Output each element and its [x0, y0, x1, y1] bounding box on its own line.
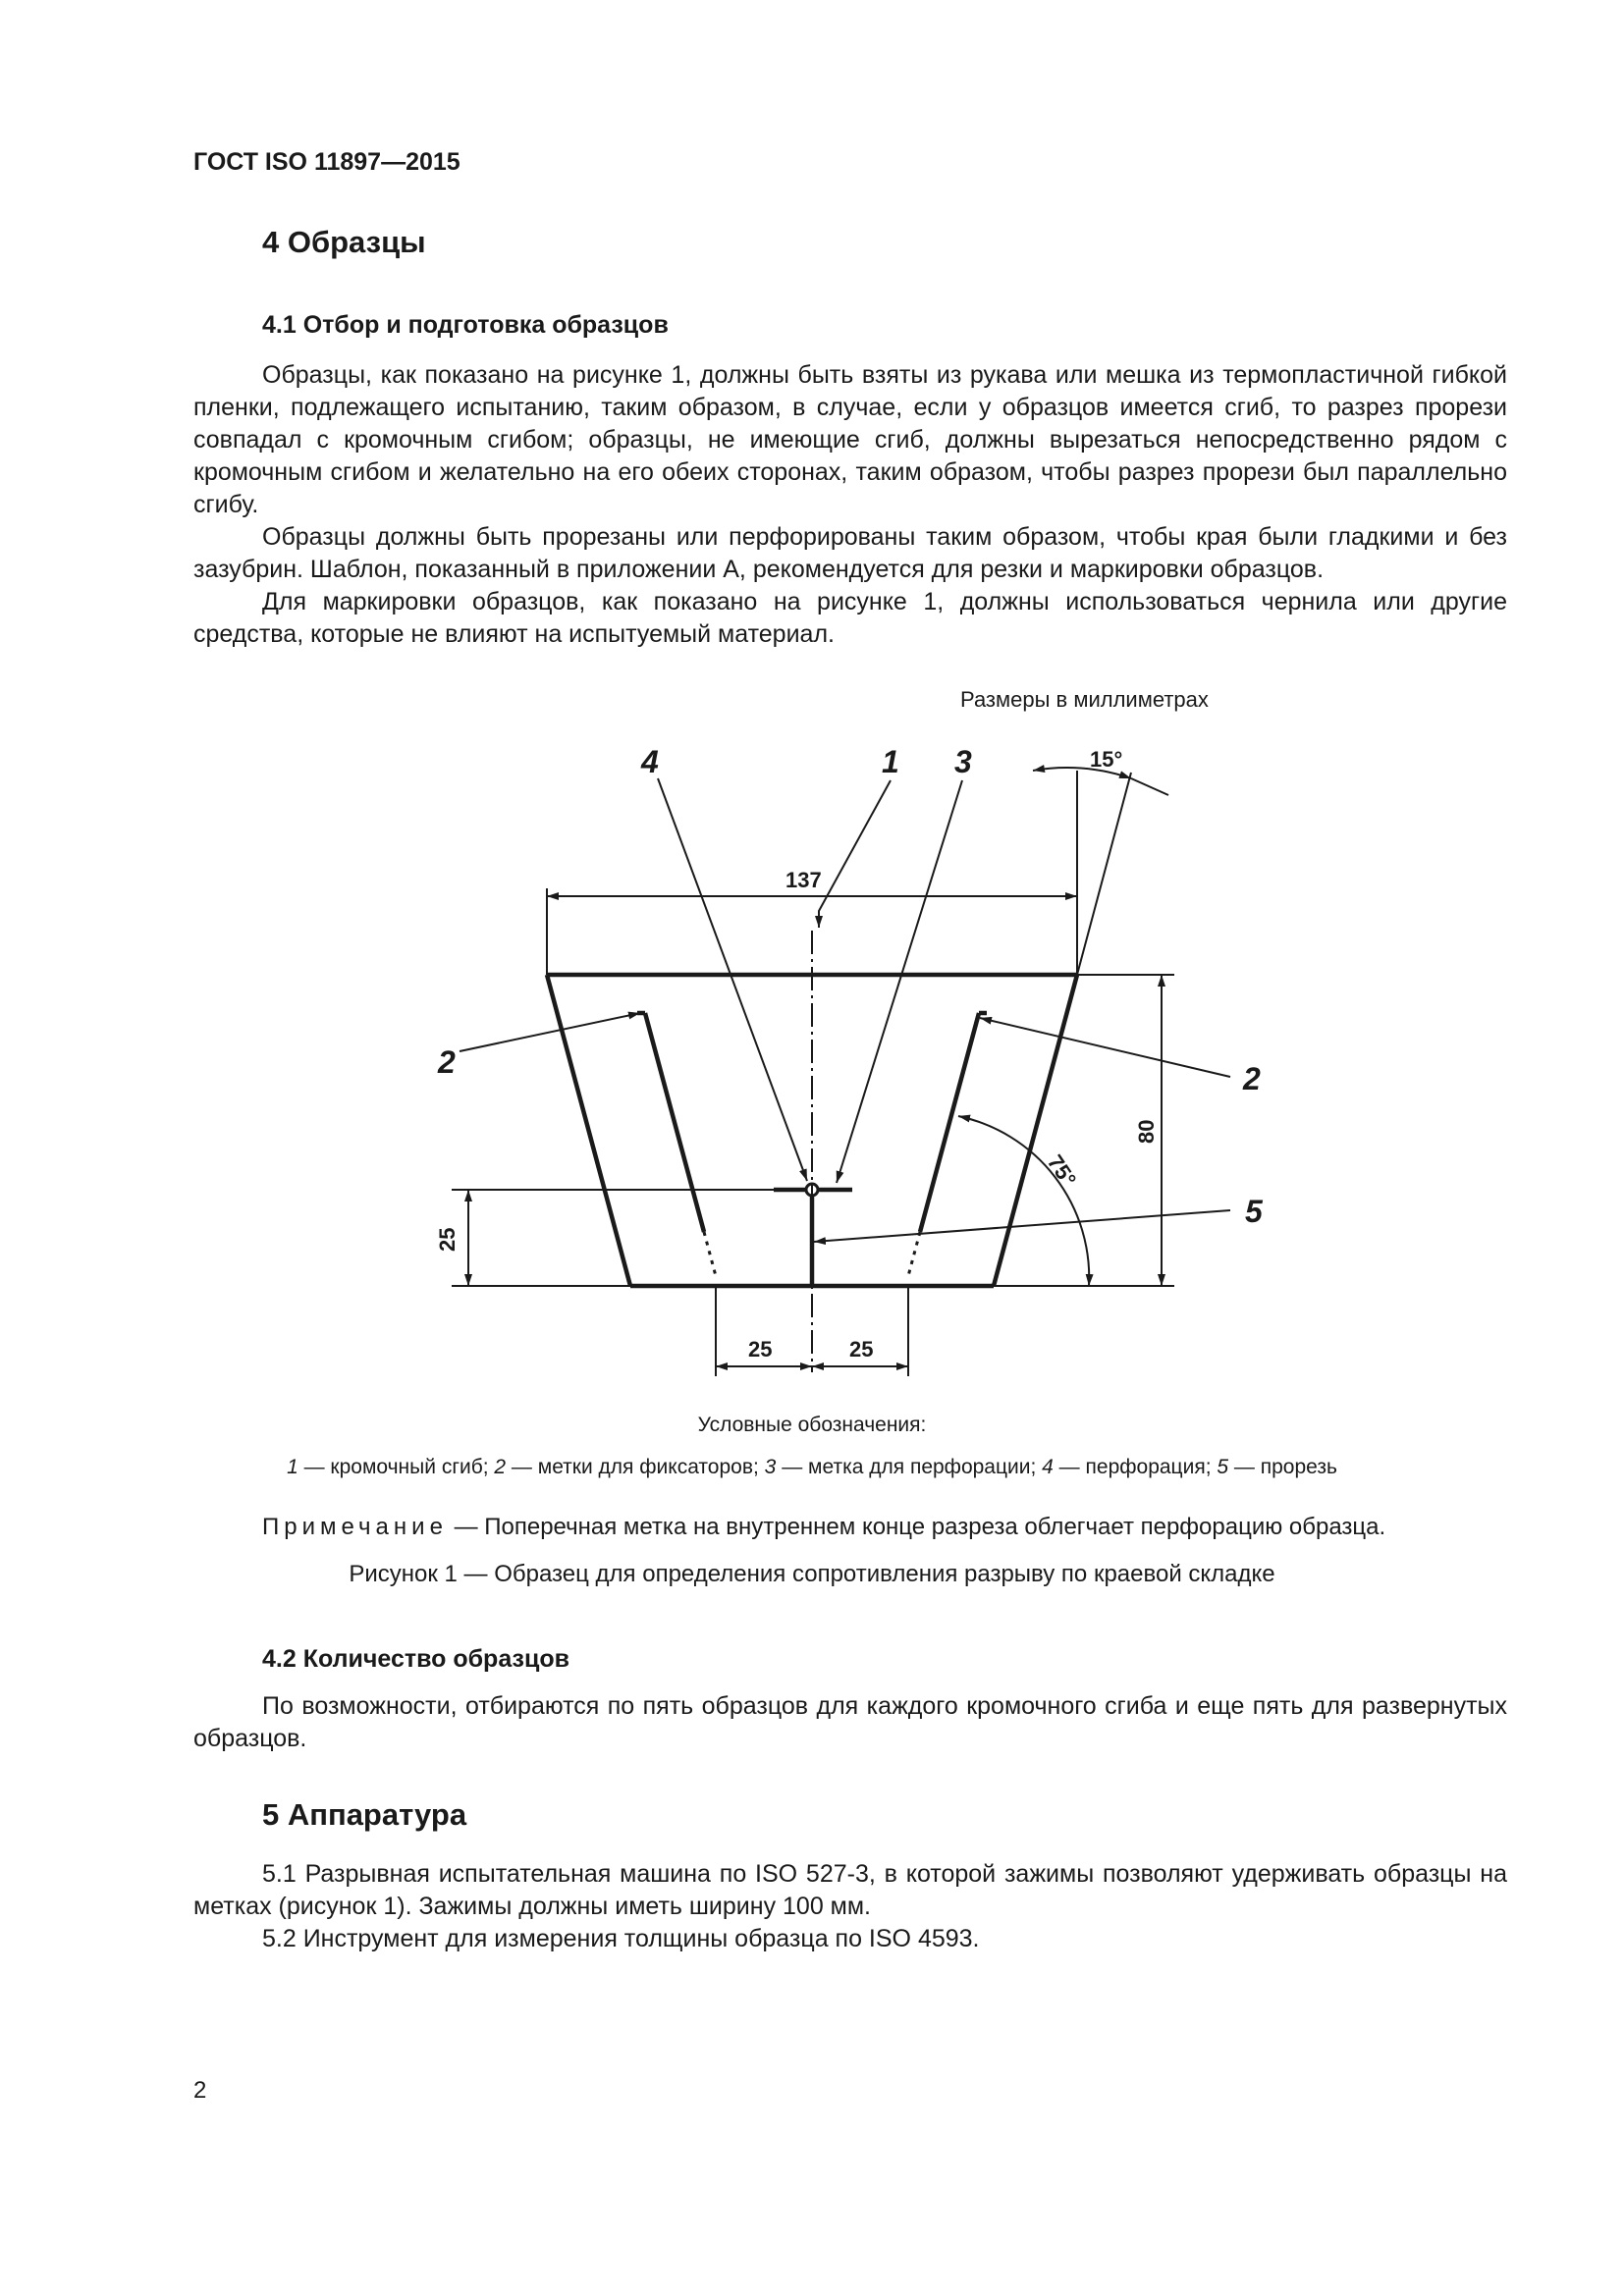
- section-4-1-title: 4.1 Отбор и подготовка образцов: [262, 311, 669, 339]
- callout-3: 3: [954, 744, 972, 779]
- callout-2-right: 2: [1243, 1061, 1261, 1096]
- legend-num: 3: [764, 1456, 777, 1478]
- callout-2-left: 2: [438, 1044, 456, 1080]
- legend-item: — метка для перфорации;: [776, 1456, 1043, 1478]
- legend-num: 1: [287, 1456, 298, 1478]
- angle-15-ray: [1077, 773, 1131, 975]
- angle-label-15: 15°: [1090, 747, 1123, 772]
- legend-num: 5: [1217, 1456, 1229, 1478]
- section-5-title: 5 Аппаратура: [262, 1797, 467, 1832]
- page-number: 2: [193, 2077, 207, 2104]
- callout-1: 1: [882, 744, 899, 779]
- leader-5: [814, 1210, 1230, 1242]
- paragraph: Для маркировки образцов, как показано на рисунке 1, должны использоваться чернила или другие средства, которые не влияют на испытуемый материал.: [193, 588, 1507, 648]
- paragraph: Образцы должны быть прорезаны или перфорированы таким образом, чтобы края были гладкими и без зазубрин. Шаблон, показанный в приложении А, рекомендуется для резки и маркировки образцов.: [193, 523, 1507, 583]
- legend-item: — кромочный сгиб;: [298, 1456, 495, 1478]
- legend-item: — прорезь: [1228, 1456, 1337, 1478]
- legend-num: 4: [1042, 1456, 1054, 1478]
- legend-item: — метки для фиксаторов;: [506, 1456, 765, 1478]
- angle-label-75: 75°: [1042, 1149, 1082, 1192]
- units-note: Размеры в миллиметрах: [960, 687, 1209, 712]
- callout-4: 4: [641, 744, 659, 779]
- legend-num: 2: [494, 1456, 507, 1478]
- paragraph: 5.1 Разрывная испытательная машина по ISO 527-3, в которой зажимы позволяют удерживать образцы на метках (рисунок 1). Зажимы должны иметь ширину 100 мм.: [193, 1860, 1507, 1920]
- dim-label-137: 137: [785, 868, 822, 892]
- dim-label-80: 80: [1134, 1119, 1159, 1144]
- dim-label-25-vert: 25: [435, 1227, 460, 1252]
- specimen-right-edge: [994, 975, 1077, 1286]
- note-text: — Поперечная метка на внутреннем конце разреза облегчает перфорацию образца.: [447, 1514, 1386, 1540]
- leader-2-left: [460, 1013, 640, 1051]
- leader-1: [819, 780, 891, 928]
- leader-3: [837, 780, 962, 1183]
- callout-5: 5: [1245, 1194, 1263, 1229]
- figure-caption: Рисунок 1 — Образец для определения сопротивления разрыву по краевой складке: [349, 1561, 1275, 1587]
- paragraph: По возможности, отбираются по пять образцов для каждого кромочного сгиба и еще пять для развернутых образцов.: [193, 1692, 1507, 1752]
- legend-item: — перфорация;: [1053, 1456, 1218, 1478]
- paragraph: 5.2 Инструмент для измерения толщины образца по ISO 4593.: [262, 1925, 980, 1952]
- clamp-mark-left: [645, 1013, 704, 1232]
- legend: [0, 1456, 1624, 1479]
- paragraph: Образцы, как показано на рисунке 1, должны быть взяты из рукава или мешка из термопластичной гибкой пленки, подлежащего испытанию, таким образом, в случае, если у образцов имеется сгиб, то разрез прорези совпадал с кромочным сгибом; образцы, не имеющие сгиб, должны вырезаться непосредственно рядом с кромочным сгибом и желательно на его обеих сторонах, таким образом, чтобы разрез прорези был параллельно сгибу.: [193, 361, 1507, 518]
- clamp-mark-right: [920, 1013, 979, 1232]
- clamp-mark-right-dashed: [908, 1232, 920, 1276]
- dim-label-25-right: 25: [849, 1337, 874, 1362]
- section-4-title: 4 Образцы: [262, 225, 426, 259]
- angle-15-arc-extension: [1131, 778, 1168, 795]
- standard-header: ГОСТ ISO 11897—2015: [193, 148, 460, 176]
- angle-75-arc: [958, 1116, 1089, 1286]
- leader-2-right: [980, 1018, 1230, 1077]
- dim-label-25-left: 25: [748, 1337, 773, 1362]
- note-label: Примечание: [262, 1514, 448, 1540]
- legend-title: Условные обозначения:: [697, 1414, 927, 1436]
- figure-note: [262, 1514, 1385, 1541]
- clamp-mark-left-dashed: [704, 1232, 716, 1276]
- specimen-left-edge: [547, 975, 630, 1286]
- section-4-2-title: 4.2 Количество образцов: [262, 1645, 569, 1673]
- leader-4: [658, 778, 807, 1181]
